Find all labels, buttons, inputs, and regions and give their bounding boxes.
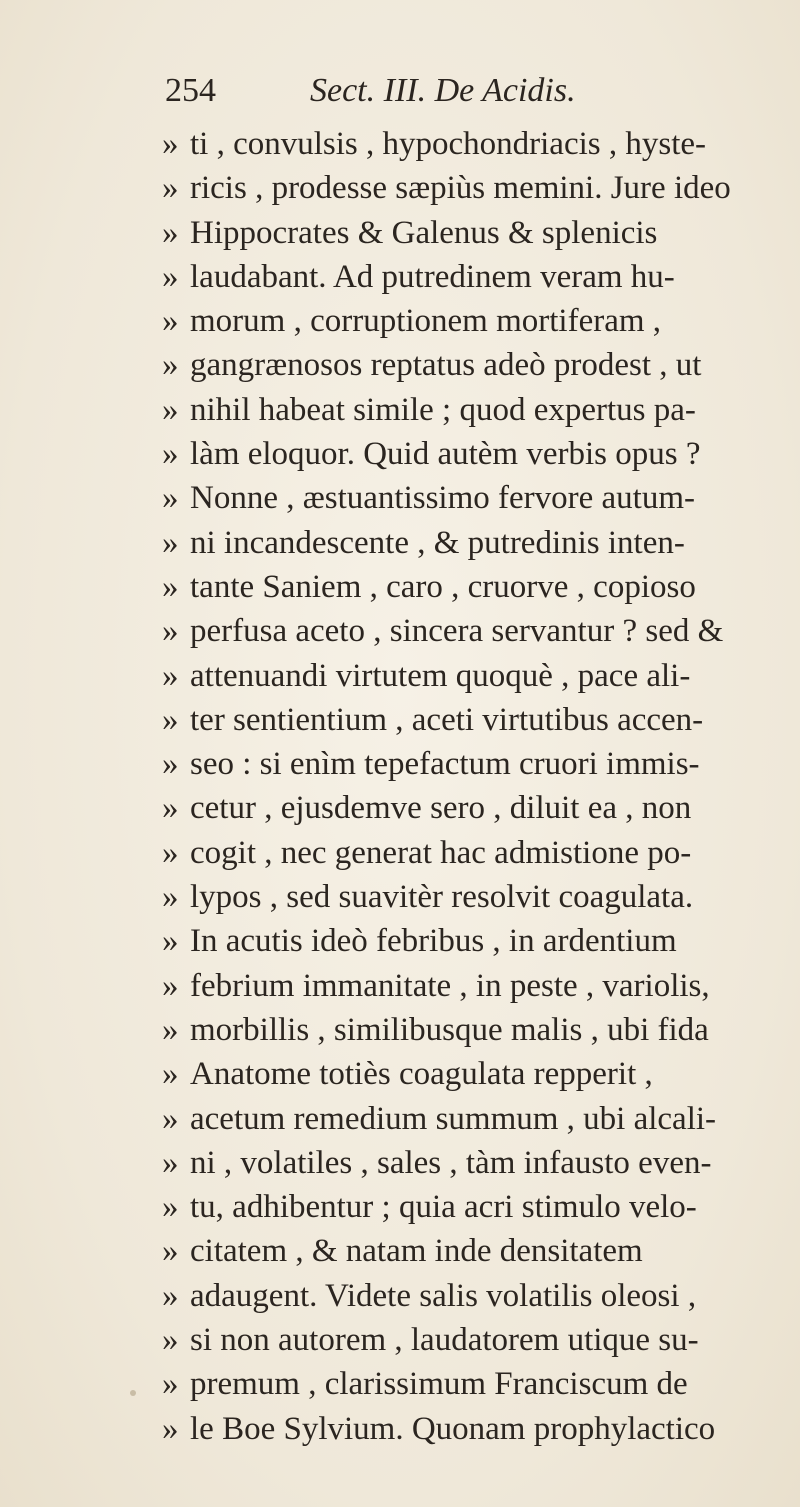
line-text: ter sentientium , aceti virtutibus accen-: [190, 701, 704, 738]
line-text: premum , clarissimum Franciscum de: [190, 1366, 688, 1403]
line-text: febrium immanitate , in peste , variolis,: [190, 967, 710, 1004]
body-text: [162, 122, 800, 1451]
text-line: [162, 1008, 800, 1052]
text-line: [162, 122, 800, 166]
quote-mark: »: [162, 568, 179, 605]
text-line: [162, 1274, 800, 1318]
line-text: morbillis , similibusque malis , ubi fida: [190, 1011, 709, 1048]
line-text: In acutis ideò febribus , in ardentium: [190, 923, 677, 960]
quote-mark: »: [162, 170, 179, 207]
line-text: lypos , sed suavitèr resolvit coagulata.: [190, 879, 694, 916]
quote-mark: »: [162, 834, 179, 871]
line-text: acetum remedium summum , ubi alcali-: [190, 1100, 717, 1137]
line-text: cogit , nec generat hac admistione po-: [190, 834, 692, 871]
running-title: Sect. III. De Acidis.: [310, 72, 576, 109]
quote-mark: »: [162, 1233, 179, 1270]
quote-mark: »: [162, 879, 179, 916]
quote-mark: »: [162, 613, 179, 650]
page-header: [165, 72, 685, 122]
text-line: [162, 343, 800, 387]
quote-mark: »: [162, 701, 179, 738]
text-line: [162, 964, 800, 1008]
text-line: [162, 786, 800, 830]
line-text: Nonne , æstuantissimo fervore autum-: [190, 480, 695, 517]
line-text: gangrænosos reptatus adeò prodest , ut: [190, 347, 702, 384]
line-text: tante Saniem , caro , cruorve , copioso: [190, 568, 696, 605]
quote-mark: »: [162, 480, 179, 517]
line-text: tu, adhibentur ; quia acri stimulo velo-: [190, 1189, 697, 1226]
line-text: nihil habeat simile ; quod expertus pa-: [190, 391, 696, 428]
line-text: ti , convulsis , hypochondriacis , hyste-: [190, 126, 707, 162]
line-text: cetur , ejusdemve sero , diluit ea , non: [190, 790, 692, 827]
line-text: ni , volatiles , sales , tàm infausto even-: [190, 1144, 712, 1181]
page-number: 254: [165, 72, 216, 109]
text-line: [162, 875, 800, 919]
quote-mark: »: [162, 1410, 179, 1447]
text-line: [162, 476, 800, 520]
text-line: [162, 299, 800, 343]
quote-mark: »: [162, 1277, 179, 1314]
quote-mark: »: [162, 923, 179, 960]
text-line: [162, 521, 800, 565]
quote-mark: »: [162, 1366, 179, 1403]
line-text: adaugent. Videte salis volatilis oleosi ,: [190, 1277, 697, 1314]
quote-mark: »: [162, 214, 179, 251]
line-text: seo : si enìm tepefactum cruori immis-: [190, 746, 700, 783]
text-line: [162, 211, 800, 255]
text-line: [162, 742, 800, 786]
quote-mark: »: [162, 436, 179, 473]
quote-mark: »: [162, 1189, 179, 1226]
text-line: [162, 919, 800, 963]
text-line: [162, 432, 800, 476]
quote-mark: »: [162, 303, 179, 340]
text-line: [162, 388, 800, 432]
quote-mark: »: [162, 258, 179, 295]
quote-mark: »: [162, 524, 179, 561]
quote-mark: »: [162, 790, 179, 827]
text-line: [162, 831, 800, 875]
line-text: morum , corruptionem mortiferam ,: [190, 303, 662, 340]
quote-mark: »: [162, 1056, 179, 1093]
text-line: [162, 1185, 800, 1229]
quote-mark: »: [162, 1322, 179, 1359]
text-line: [162, 654, 800, 698]
line-text: perfusa aceto , sincera servantur ? sed &: [190, 613, 724, 650]
text-line: [162, 609, 800, 653]
line-text: làm eloquor. Quid autèm verbis opus ?: [190, 436, 701, 473]
quote-mark: »: [162, 967, 179, 1004]
line-text: Anatome totiès coagulata repperit ,: [190, 1056, 653, 1093]
quote-mark: »: [162, 1144, 179, 1181]
line-text: le Boe Sylvium. Quonam prophylactico: [190, 1410, 716, 1447]
line-text: citatem , & natam inde densitatem: [190, 1233, 643, 1270]
text-line: [162, 565, 800, 609]
line-text: ni incandescente , & putredinis inten-: [190, 524, 685, 561]
text-line: [162, 255, 800, 299]
line-text: si non autorem , laudatorem utique su-: [190, 1322, 699, 1359]
line-text: ricis , prodesse sæpiùs memini. Jure ideo: [190, 170, 731, 207]
quote-mark: »: [162, 1011, 179, 1048]
paper-spot: [130, 1390, 136, 1396]
line-text: laudabant. Ad putredinem veram hu-: [190, 258, 675, 295]
quote-mark: »: [162, 391, 179, 428]
quote-mark: »: [162, 126, 179, 162]
quote-mark: »: [162, 746, 179, 783]
text-line: [162, 1229, 800, 1273]
text-line: [162, 166, 800, 210]
text-line: [162, 698, 800, 742]
line-text: attenuandi virtutem quoquè , pace ali-: [190, 657, 691, 694]
quote-mark: »: [162, 657, 179, 694]
text-line: [162, 1407, 800, 1451]
text-line: [162, 1362, 800, 1406]
line-text: Hippocrates & Galenus & splenicis: [190, 214, 658, 251]
quote-mark: »: [162, 347, 179, 384]
text-line: [162, 1097, 800, 1141]
quote-mark: »: [162, 1100, 179, 1137]
text-line: [162, 1141, 800, 1185]
text-line: [162, 1318, 800, 1362]
text-line: [162, 1052, 800, 1096]
